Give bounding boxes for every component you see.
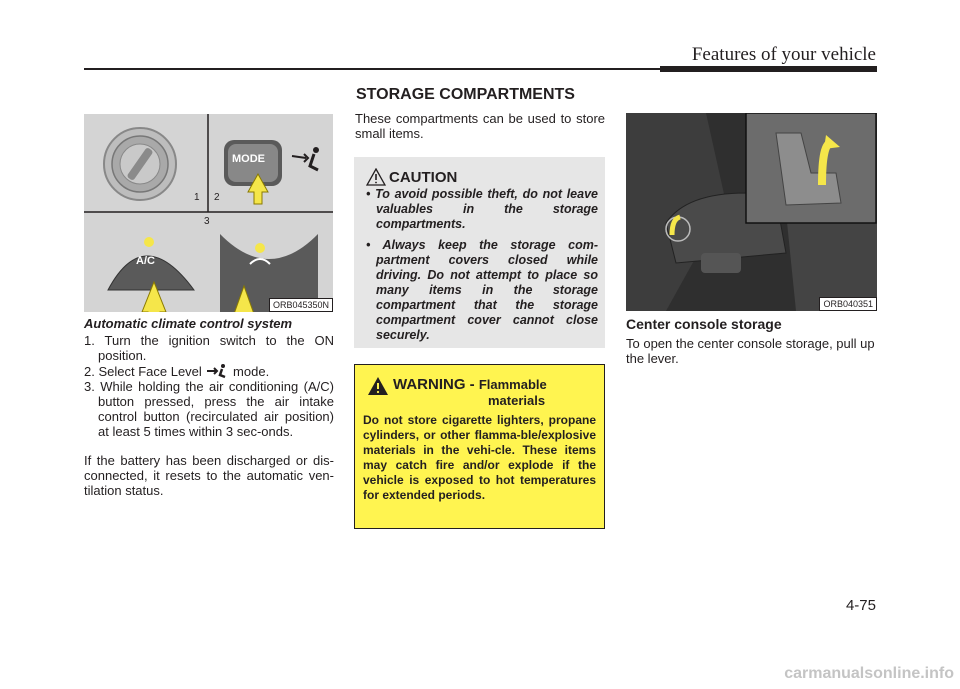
- step-2: [84, 363, 334, 379]
- step-2-suffix: mode.: [233, 364, 270, 379]
- intro-text: These compartments can be used to store small items.: [355, 111, 605, 141]
- right-column: [626, 316, 877, 366]
- caution-list: [366, 187, 598, 349]
- center-console-photo: [626, 113, 877, 311]
- climate-control-figure: [84, 114, 333, 312]
- center-console-figure: [626, 113, 877, 311]
- subsection-text: To open the center console storage, pull up the lever.: [626, 336, 875, 366]
- caution-triangle-icon: [366, 168, 386, 186]
- step-2-text: 2. Select Face Level: [84, 364, 202, 379]
- page-number: 4-75: [845, 597, 876, 614]
- subsection-heading: Center console storage: [626, 316, 782, 332]
- warning-body: Do not store cigarette lighters, propane cylinders, or other flamma-ble/explosive materials in the vehi-cle. These items may catch fire and/or explode if the vehicle is exposed to hot temperatures for extended periods.: [363, 413, 596, 502]
- caution-item: • Always keep the storage com-partment covers closed while driving. Do not attempt to place so many items in the storage compartment that the storage compartment cover cannot close securely.: [366, 238, 598, 342]
- callout-2: 2: [214, 192, 220, 203]
- warning-triangle-icon: [367, 376, 389, 396]
- left-column: [84, 316, 334, 498]
- watermark: carmanualsonline.info: [784, 665, 954, 682]
- callout-3: 3: [204, 216, 210, 227]
- figure2-code: ORB040351: [819, 297, 877, 311]
- mode-button-label: MODE: [232, 153, 265, 165]
- caution-title: CAUTION: [389, 169, 458, 186]
- figure1-code: ORB045350N: [269, 298, 333, 312]
- ignition-key-icon: [104, 128, 176, 200]
- climate-control-illustration: [84, 114, 333, 312]
- caution-item: • To avoid possible theft, do not leave valuables in the storage compartments.: [366, 187, 598, 231]
- step-1: 1. Turn the ignition switch to the ON position.: [84, 333, 334, 363]
- ac-button-label: A/C: [136, 255, 155, 267]
- caution-box: [354, 157, 605, 348]
- warning-title: WARNING - Flammable materials: [393, 376, 547, 408]
- face-level-icon: [205, 363, 229, 379]
- figure1-caption: Automatic climate control system: [84, 316, 293, 331]
- step-3: 3. While holding the air conditioning (A/C) button pressed, press the air intake control button (recirculated air position) at least 5 times within 3 sec-onds.: [84, 379, 334, 439]
- header-bar: [660, 66, 877, 72]
- section-title: STORAGE COMPARTMENTS: [356, 86, 575, 103]
- reset-paragraph: If the battery has been discharged or dis-connected, it resets to the automatic ven-tilation status.: [84, 453, 334, 498]
- warning-box: [354, 364, 605, 529]
- callout-1: 1: [194, 192, 200, 203]
- header-title: Features of your vehicle: [691, 44, 876, 65]
